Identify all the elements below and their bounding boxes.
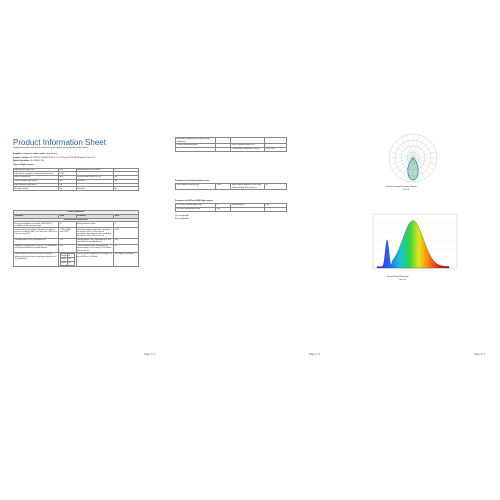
- polar-spoke: [407, 135, 413, 158]
- table-cell: parts and non-lighting control parts, if any (millimetre): [176, 138, 216, 144]
- table-cell: Lighting technology used: [14, 168, 59, 172]
- table-cell: Chromaticity coordinates (x and y): [231, 147, 264, 151]
- table-cell: [59, 253, 77, 267]
- table-cell: MLS: [59, 176, 77, 180]
- led-caption: Parameters for LED and OLED light sources:: [175, 200, 214, 202]
- spectrum-chart: [365, 210, 465, 274]
- polar-spoke: [401, 137, 413, 158]
- table-cell: Standby power (Psb), expressed in W and rounded to the second decimal: [76, 238, 114, 244]
- general-caption: General product parameters: [14, 218, 139, 222]
- table-cell: Networked standby power (Pnet) for CLS, expressed in W and rounded to the second decimal: [14, 244, 59, 252]
- table-cell: Depth: [61, 262, 66, 265]
- spectrum-units: Unit: nm: [399, 278, 406, 281]
- table-cell: Envelope: [76, 179, 114, 183]
- table-cell: High luminance light source: [14, 183, 59, 187]
- polar-spoke: [390, 152, 413, 158]
- table-cell: Claim of equivalent power: [176, 144, 216, 148]
- table-cell: 38: [264, 184, 286, 190]
- table-cell: Outer dimensions without separate control gear, lighting control parts and non-lighting control parts, if any (millimetre): [14, 253, 59, 267]
- dls-table: [175, 183, 287, 190]
- table-cell: LED: [59, 168, 77, 172]
- table-cell: 48: [67, 258, 74, 262]
- table-row: [14, 244, 139, 252]
- polar-caption: Luminous Intensity Distribution Diagram: [385, 186, 417, 188]
- table-cell: [231, 207, 264, 211]
- table-cell: Survival factor: [231, 204, 264, 208]
- table-cell: No: [59, 179, 77, 183]
- led-table: [175, 203, 287, 212]
- page-number: Page 1 / 3: [144, 353, 155, 356]
- spectrum-curve: [377, 221, 449, 268]
- dimensions-table: [60, 253, 75, 265]
- table-cell: No: [59, 187, 77, 191]
- table-cell: Useful luminous flux (Φuse), indicating if it refers to the flux in a sphere (360°), in a wide cone (120°) or in a narrow cone (90°): [14, 228, 59, 238]
- polar-spoke: [413, 152, 436, 158]
- polar-spoke: [413, 141, 430, 158]
- table-cell: R9 colour rendering index value: [176, 204, 216, 208]
- table-cell: 80: [114, 244, 139, 252]
- product-parameters-table: [13, 210, 139, 267]
- table-cell: Mains or non-mains: [14, 176, 59, 180]
- table-cell: See image on last page: [114, 253, 139, 267]
- table-cell: Anti-glare shield: [14, 187, 59, 191]
- table-cell: G: [114, 222, 139, 228]
- polar-spoke: [413, 146, 434, 158]
- document-title: Product Information Sheet: [13, 138, 106, 147]
- table-row: [14, 187, 139, 191]
- table-header-cell: Parameter: [76, 214, 114, 218]
- polar-spoke: [396, 141, 413, 158]
- table-cell: Beam angle in degrees, or the range of beam angles that can be set: [231, 184, 264, 190]
- table-cell: Spectral power distribution in the range 250 nm to 800 nm, at full-load: [76, 253, 114, 267]
- polar-diagram: [365, 126, 461, 184]
- table-row: [176, 207, 287, 211]
- table-cell: 48: [67, 261, 74, 265]
- table-header-cell: Value: [114, 214, 139, 218]
- table-cell: No: [114, 179, 139, 183]
- polar-units: Unit: cd: [403, 188, 410, 191]
- intro-text: complementary information based on directives which apply to energy labelling of light sources: [13, 147, 89, 149]
- table-cell: D: [114, 168, 139, 172]
- table-cell: Connected light source (CLS): [76, 176, 114, 180]
- page-number: Page 2 / 3: [309, 353, 320, 356]
- polar-spoke: [413, 137, 425, 158]
- table-cell: Peak luminous intensity (cd): [176, 184, 216, 190]
- supplier-address-line: Supplier's address: DP PRODUCT SERVICE SP. Z O.O., Ul. Drugi 91 101 80-180 Gdansk Poland, PL: [13, 156, 96, 159]
- page-number: Page 3 / 3: [474, 353, 485, 356]
- table-cell: 15: [215, 204, 231, 208]
- polar-spoke: [392, 146, 413, 158]
- table-cell: Height: [61, 254, 67, 257]
- table-cell: -: [264, 144, 286, 148]
- supplier-name-line: Supplier's name or trade mark: ampulla.fiat: [13, 153, 57, 155]
- table-cell: Colour rendering index, rounded to the nearest integer, or the range of CRI-values that can be set: [76, 244, 114, 252]
- table-cell: 1.00: [264, 204, 286, 208]
- table-cell: Light source cap-type (or other electric interface): [14, 172, 59, 176]
- table-cell: Correlated colour temperature, rounded to the nearest 100 K, or the range of correlated colour temperatures, rounded to the nearest 100 K, that can be set: [76, 228, 114, 238]
- table-cell: On-mode power (Pon), expressed in W: [14, 238, 59, 244]
- table-cell: If yes, equivalent power (W): [231, 144, 264, 148]
- dls-caption: Parameters for directional light sources:: [175, 180, 210, 182]
- table-cell: No: [114, 176, 139, 180]
- footnote-b: (b) not applicable: [175, 218, 189, 220]
- table-cell: 0.451 0.410: [264, 147, 286, 151]
- table-cell: Colour-tuneable light source: [14, 179, 59, 183]
- table-cell: 4 000: [114, 228, 139, 238]
- table-cell: 0.96: [215, 207, 231, 211]
- table-cell: 10.0: [59, 238, 77, 244]
- dimension-row: [60, 261, 74, 265]
- polar-spoke: [413, 135, 419, 158]
- table-cell: No: [114, 187, 139, 191]
- table-cell: Energy consumption in on-mode (kWh/1000 h), rounded up to the nearest integer: [14, 222, 59, 228]
- table-cell: [176, 147, 216, 151]
- spectrum-caption: Spectral Power Distribution: [387, 276, 409, 278]
- table-header-cell: Parameter: [14, 214, 59, 218]
- table-row: [176, 184, 287, 190]
- table-cell: 1 806: [215, 184, 231, 190]
- page-1: [5, 126, 165, 360]
- type-header: Type of light source:: [13, 164, 35, 166]
- table-cell: 1 280 in Wide cone (120°): [59, 228, 77, 238]
- table-cell: No: [59, 183, 77, 187]
- table-cell: 0.00: [59, 244, 77, 252]
- table-cell: Dimmable: [76, 187, 114, 191]
- table-cell: 10: [59, 222, 77, 228]
- table-row: [176, 147, 287, 151]
- table-header-cell: Value: [59, 214, 77, 218]
- table-row: [14, 253, 139, 267]
- model-line: Model identifier: GU10WLL-38: [13, 160, 44, 162]
- table-cell: -: [215, 144, 231, 148]
- table-cell: [264, 207, 286, 211]
- table-row: [14, 228, 139, 238]
- page2-top-table: [175, 137, 287, 152]
- table-cell: GU10: [59, 172, 77, 176]
- light-source-type-table: [13, 168, 139, 192]
- table-cell: Non-directional or directional: [76, 168, 114, 172]
- page-2: [170, 126, 330, 360]
- table-cell: 60: [67, 254, 74, 258]
- page-3: [335, 126, 495, 360]
- params-caption: Product parameters: [14, 211, 139, 215]
- polar-curve-fill: [408, 158, 418, 180]
- table-cell: the lumen maintenance factor: [176, 207, 216, 211]
- table-cell: 0.00: [114, 238, 139, 244]
- table-cell: Width: [61, 258, 66, 261]
- table-cell: [215, 147, 231, 151]
- table-cell: Energy efficiency class: [76, 222, 114, 228]
- footnote-a: (a) not applicable: [175, 215, 189, 217]
